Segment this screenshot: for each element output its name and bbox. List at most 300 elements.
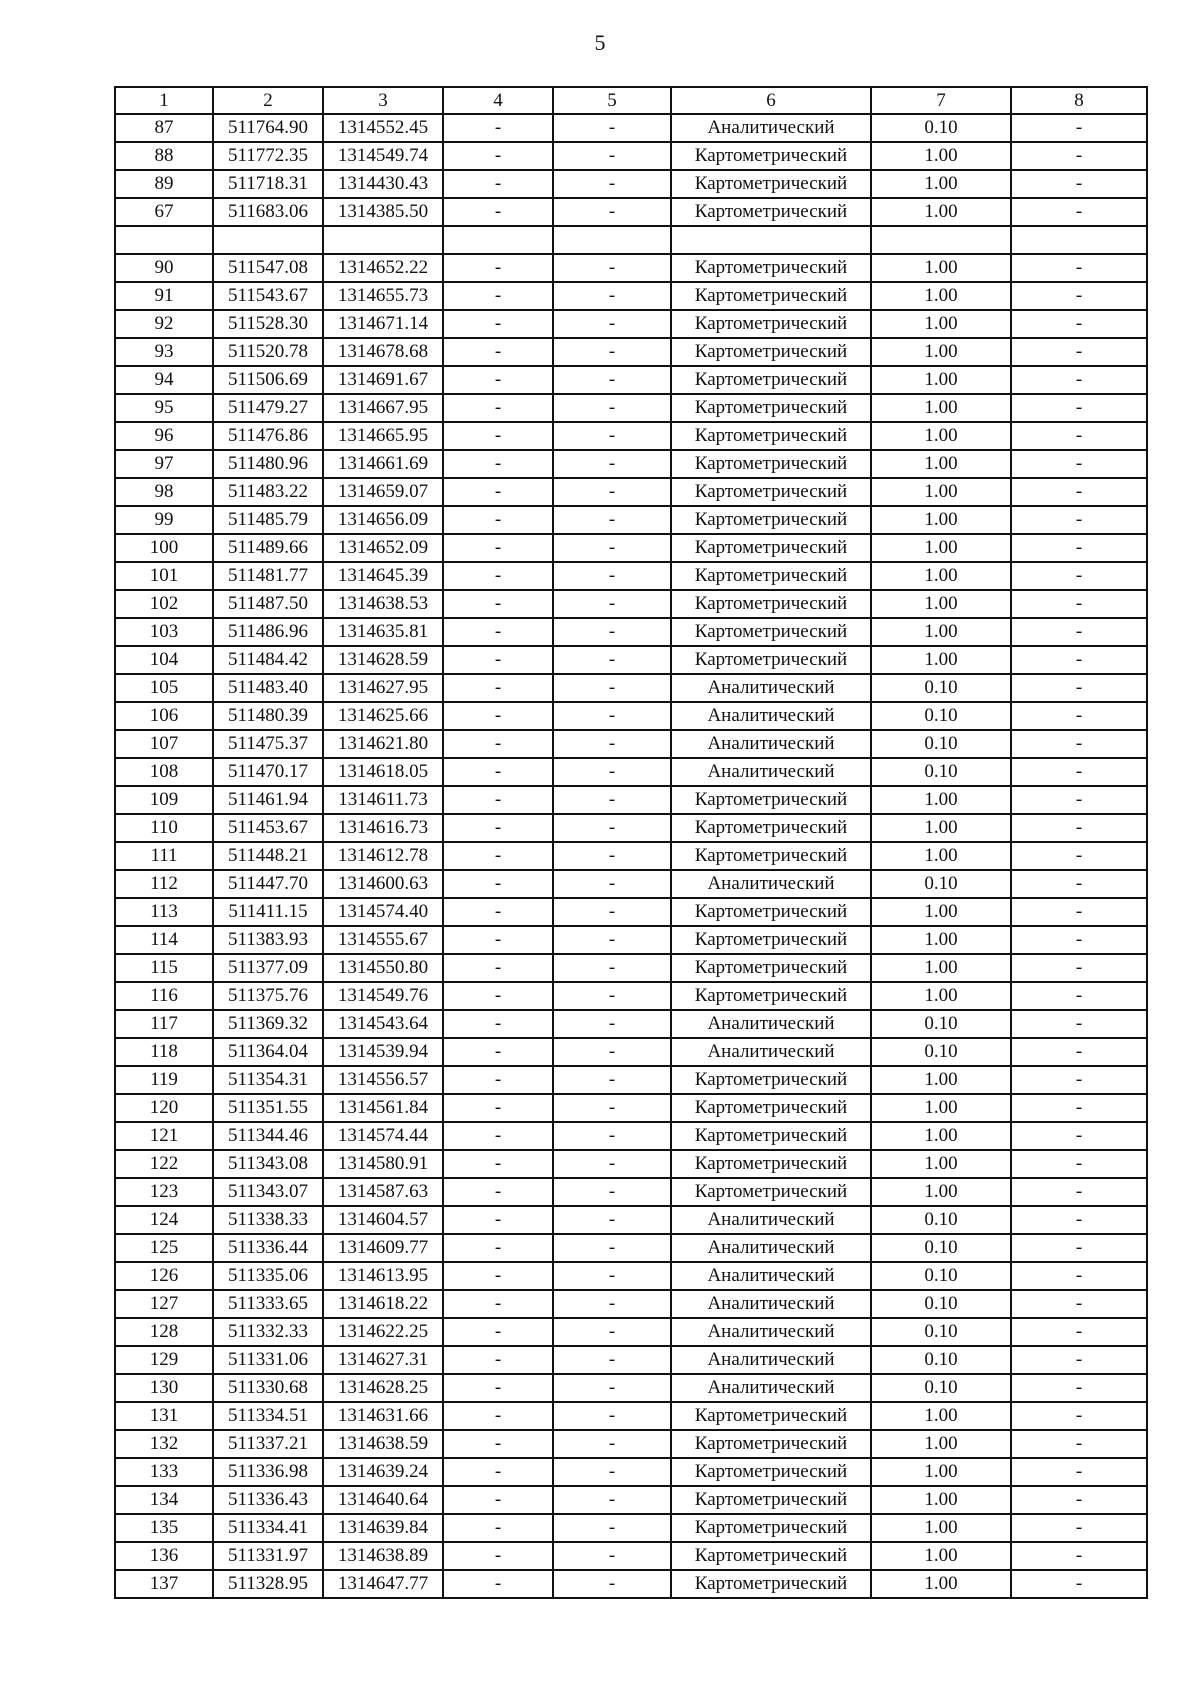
point-number-cell: 101 [115, 562, 213, 590]
x-coordinate-cell: 511480.39 [213, 702, 323, 730]
col8-cell: - [1011, 702, 1147, 730]
col4-cell: - [443, 646, 553, 674]
col5-cell: - [553, 478, 671, 506]
method-cell: Картометрический [671, 1066, 871, 1094]
table-row [115, 618, 1147, 646]
accuracy-cell: 1.00 [871, 1542, 1011, 1570]
method-cell: Картометрический [671, 1402, 871, 1430]
method-cell: Картометрический [671, 618, 871, 646]
y-coordinate-cell: 1314640.64 [323, 1486, 443, 1514]
y-coordinate-cell: 1314561.84 [323, 1094, 443, 1122]
col4-cell: - [443, 730, 553, 758]
col4-cell: - [443, 926, 553, 954]
point-number-cell: 110 [115, 814, 213, 842]
method-cell: Картометрический [671, 982, 871, 1010]
table-row [115, 1038, 1147, 1066]
y-coordinate-cell: 1314539.94 [323, 1038, 443, 1066]
method-cell: Аналитический [671, 1290, 871, 1318]
col8-cell [1011, 226, 1147, 254]
column-header-4: 4 [443, 87, 553, 114]
y-coordinate-cell: 1314652.22 [323, 254, 443, 282]
col8-cell: - [1011, 1206, 1147, 1234]
point-number-cell: 100 [115, 534, 213, 562]
point-number-cell: 95 [115, 394, 213, 422]
col8-cell: - [1011, 310, 1147, 338]
point-number-cell: 130 [115, 1374, 213, 1402]
point-number-cell: 89 [115, 170, 213, 198]
col4-cell: - [443, 1010, 553, 1038]
col5-cell: - [553, 506, 671, 534]
y-coordinate-cell: 1314621.80 [323, 730, 443, 758]
y-coordinate-cell [323, 226, 443, 254]
method-cell: Картометрический [671, 338, 871, 366]
col4-cell: - [443, 198, 553, 226]
accuracy-cell: 0.10 [871, 1290, 1011, 1318]
point-number-cell: 132 [115, 1430, 213, 1458]
table-row [115, 1318, 1147, 1346]
col8-cell: - [1011, 1010, 1147, 1038]
accuracy-cell: 0.10 [871, 1038, 1011, 1066]
x-coordinate-cell: 511683.06 [213, 198, 323, 226]
table-row [115, 254, 1147, 282]
col4-cell [443, 226, 553, 254]
accuracy-cell: 0.10 [871, 114, 1011, 142]
point-number-cell: 105 [115, 674, 213, 702]
table-row [115, 1010, 1147, 1038]
method-cell: Аналитический [671, 1010, 871, 1038]
x-coordinate-cell: 511448.21 [213, 842, 323, 870]
col5-cell: - [553, 1374, 671, 1402]
col8-cell: - [1011, 1486, 1147, 1514]
col4-cell: - [443, 142, 553, 170]
y-coordinate-cell: 1314611.73 [323, 786, 443, 814]
table-row [115, 1122, 1147, 1150]
table-row [115, 954, 1147, 982]
method-cell: Картометрический [671, 450, 871, 478]
col5-cell: - [553, 646, 671, 674]
col5-cell: - [553, 618, 671, 646]
point-number-cell: 115 [115, 954, 213, 982]
x-coordinate-cell: 511772.35 [213, 142, 323, 170]
y-coordinate-cell: 1314655.73 [323, 282, 443, 310]
x-coordinate-cell: 511333.65 [213, 1290, 323, 1318]
accuracy-cell: 1.00 [871, 1486, 1011, 1514]
accuracy-cell: 1.00 [871, 786, 1011, 814]
col8-cell: - [1011, 366, 1147, 394]
col5-cell: - [553, 954, 671, 982]
accuracy-cell: 1.00 [871, 1094, 1011, 1122]
y-coordinate-cell: 1314665.95 [323, 422, 443, 450]
x-coordinate-cell: 511483.22 [213, 478, 323, 506]
y-coordinate-cell: 1314543.64 [323, 1010, 443, 1038]
y-coordinate-cell: 1314580.91 [323, 1150, 443, 1178]
accuracy-cell: 1.00 [871, 1402, 1011, 1430]
table-row [115, 1542, 1147, 1570]
col4-cell: - [443, 1486, 553, 1514]
accuracy-cell: 1.00 [871, 590, 1011, 618]
method-cell: Картометрический [671, 1150, 871, 1178]
point-number-cell: 125 [115, 1234, 213, 1262]
col5-cell: - [553, 1206, 671, 1234]
col8-cell: - [1011, 282, 1147, 310]
accuracy-cell: 1.00 [871, 1430, 1011, 1458]
col5-cell: - [553, 1346, 671, 1374]
y-coordinate-cell: 1314549.76 [323, 982, 443, 1010]
y-coordinate-cell: 1314678.68 [323, 338, 443, 366]
col8-cell: - [1011, 170, 1147, 198]
col4-cell: - [443, 1430, 553, 1458]
col4-cell: - [443, 282, 553, 310]
x-coordinate-cell: 511336.98 [213, 1458, 323, 1486]
col5-cell: - [553, 450, 671, 478]
col5-cell: - [553, 590, 671, 618]
col8-cell: - [1011, 1178, 1147, 1206]
col5-cell: - [553, 1486, 671, 1514]
x-coordinate-cell: 511364.04 [213, 1038, 323, 1066]
point-number-cell: 120 [115, 1094, 213, 1122]
x-coordinate-cell: 511411.15 [213, 898, 323, 926]
y-coordinate-cell: 1314613.95 [323, 1262, 443, 1290]
col8-cell: - [1011, 786, 1147, 814]
accuracy-cell: 1.00 [871, 338, 1011, 366]
table-row [115, 114, 1147, 142]
accuracy-cell: 1.00 [871, 898, 1011, 926]
table-row [115, 674, 1147, 702]
y-coordinate-cell: 1314574.40 [323, 898, 443, 926]
point-number-cell: 133 [115, 1458, 213, 1486]
accuracy-cell: 1.00 [871, 254, 1011, 282]
accuracy-cell: 0.10 [871, 702, 1011, 730]
table-row [115, 1178, 1147, 1206]
method-cell: Картометрический [671, 170, 871, 198]
y-coordinate-cell: 1314652.09 [323, 534, 443, 562]
col8-cell: - [1011, 842, 1147, 870]
point-number-cell: 113 [115, 898, 213, 926]
method-cell [671, 226, 871, 254]
y-coordinate-cell: 1314628.59 [323, 646, 443, 674]
table-row [115, 1094, 1147, 1122]
col5-cell: - [553, 338, 671, 366]
col8-cell: - [1011, 1514, 1147, 1542]
col4-cell: - [443, 1206, 553, 1234]
col8-cell: - [1011, 1542, 1147, 1570]
col5-cell [553, 226, 671, 254]
accuracy-cell [871, 226, 1011, 254]
y-coordinate-cell: 1314612.78 [323, 842, 443, 870]
col4-cell: - [443, 338, 553, 366]
table-row [115, 926, 1147, 954]
col4-cell: - [443, 1514, 553, 1542]
col8-cell: - [1011, 506, 1147, 534]
col8-cell: - [1011, 1122, 1147, 1150]
point-number-cell: 67 [115, 198, 213, 226]
col5-cell: - [553, 282, 671, 310]
y-coordinate-cell: 1314638.59 [323, 1430, 443, 1458]
point-number-cell: 102 [115, 590, 213, 618]
col8-cell: - [1011, 1262, 1147, 1290]
col8-cell: - [1011, 814, 1147, 842]
point-number-cell: 88 [115, 142, 213, 170]
col4-cell: - [443, 450, 553, 478]
col8-cell: - [1011, 1458, 1147, 1486]
method-cell: Аналитический [671, 1234, 871, 1262]
y-coordinate-cell: 1314622.25 [323, 1318, 443, 1346]
col8-cell: - [1011, 254, 1147, 282]
col4-cell: - [443, 562, 553, 590]
accuracy-cell: 0.10 [871, 870, 1011, 898]
accuracy-cell: 0.10 [871, 1234, 1011, 1262]
point-number-cell: 93 [115, 338, 213, 366]
col4-cell: - [443, 842, 553, 870]
x-coordinate-cell: 511343.07 [213, 1178, 323, 1206]
table-row [115, 646, 1147, 674]
table-row [115, 1458, 1147, 1486]
point-number-cell: 114 [115, 926, 213, 954]
method-cell: Аналитический [671, 1346, 871, 1374]
y-coordinate-cell: 1314627.95 [323, 674, 443, 702]
col5-cell: - [553, 1094, 671, 1122]
col5-cell: - [553, 198, 671, 226]
col5-cell: - [553, 142, 671, 170]
x-coordinate-cell: 511328.95 [213, 1570, 323, 1598]
y-coordinate-cell: 1314600.63 [323, 870, 443, 898]
method-cell: Картометрический [671, 1094, 871, 1122]
table-row [115, 478, 1147, 506]
col5-cell: - [553, 1318, 671, 1346]
col8-cell: - [1011, 1402, 1147, 1430]
point-number-cell: 131 [115, 1402, 213, 1430]
accuracy-cell: 1.00 [871, 506, 1011, 534]
col5-cell: - [553, 842, 671, 870]
table-row [115, 982, 1147, 1010]
col8-cell: - [1011, 1570, 1147, 1598]
accuracy-cell: 1.00 [871, 170, 1011, 198]
x-coordinate-cell: 511343.08 [213, 1150, 323, 1178]
point-number-cell: 129 [115, 1346, 213, 1374]
accuracy-cell: 0.10 [871, 730, 1011, 758]
x-coordinate-cell: 511485.79 [213, 506, 323, 534]
col4-cell: - [443, 898, 553, 926]
col4-cell: - [443, 310, 553, 338]
col8-cell: - [1011, 646, 1147, 674]
point-number-cell: 92 [115, 310, 213, 338]
y-coordinate-cell: 1314671.14 [323, 310, 443, 338]
col5-cell: - [553, 758, 671, 786]
table-row [115, 1206, 1147, 1234]
col8-cell: - [1011, 982, 1147, 1010]
col5-cell: - [553, 898, 671, 926]
accuracy-cell: 1.00 [871, 282, 1011, 310]
col5-cell: - [553, 394, 671, 422]
x-coordinate-cell: 511351.55 [213, 1094, 323, 1122]
column-header-8: 8 [1011, 87, 1147, 114]
method-cell: Картометрический [671, 366, 871, 394]
x-coordinate-cell: 511335.06 [213, 1262, 323, 1290]
point-number-cell: 116 [115, 982, 213, 1010]
accuracy-cell: 0.10 [871, 1318, 1011, 1346]
x-coordinate-cell: 511447.70 [213, 870, 323, 898]
x-coordinate-cell: 511486.96 [213, 618, 323, 646]
col4-cell: - [443, 786, 553, 814]
col4-cell: - [443, 1318, 553, 1346]
point-number-cell: 112 [115, 870, 213, 898]
point-number-cell: 136 [115, 1542, 213, 1570]
col8-cell: - [1011, 1318, 1147, 1346]
col8-cell: - [1011, 870, 1147, 898]
y-coordinate-cell: 1314555.67 [323, 926, 443, 954]
method-cell: Аналитический [671, 1262, 871, 1290]
accuracy-cell: 0.10 [871, 1262, 1011, 1290]
col4-cell: - [443, 618, 553, 646]
accuracy-cell: 1.00 [871, 1066, 1011, 1094]
table-row [115, 422, 1147, 450]
col5-cell: - [553, 1178, 671, 1206]
y-coordinate-cell: 1314656.09 [323, 506, 443, 534]
x-coordinate-cell: 511506.69 [213, 366, 323, 394]
x-coordinate-cell: 511470.17 [213, 758, 323, 786]
col4-cell: - [443, 1290, 553, 1318]
x-coordinate-cell: 511475.37 [213, 730, 323, 758]
col5-cell: - [553, 814, 671, 842]
accuracy-cell: 0.10 [871, 1346, 1011, 1374]
y-coordinate-cell: 1314628.25 [323, 1374, 443, 1402]
col8-cell: - [1011, 898, 1147, 926]
accuracy-cell: 1.00 [871, 926, 1011, 954]
method-cell: Картометрический [671, 1430, 871, 1458]
col5-cell: - [553, 534, 671, 562]
table-row [115, 1486, 1147, 1514]
x-coordinate-cell: 511332.33 [213, 1318, 323, 1346]
y-coordinate-cell: 1314638.89 [323, 1542, 443, 1570]
col8-cell: - [1011, 478, 1147, 506]
method-cell: Картометрический [671, 422, 871, 450]
method-cell: Картометрический [671, 954, 871, 982]
y-coordinate-cell: 1314574.44 [323, 1122, 443, 1150]
point-number-cell: 122 [115, 1150, 213, 1178]
method-cell: Аналитический [671, 1038, 871, 1066]
x-coordinate-cell: 511476.86 [213, 422, 323, 450]
col8-cell: - [1011, 198, 1147, 226]
point-number-cell [115, 226, 213, 254]
method-cell: Картометрический [671, 1514, 871, 1542]
table-row [115, 310, 1147, 338]
col4-cell: - [443, 758, 553, 786]
col8-cell: - [1011, 926, 1147, 954]
point-number-cell: 97 [115, 450, 213, 478]
point-number-cell: 123 [115, 1178, 213, 1206]
y-coordinate-cell: 1314639.24 [323, 1458, 443, 1486]
col4-cell: - [443, 814, 553, 842]
x-coordinate-cell: 511520.78 [213, 338, 323, 366]
col4-cell: - [443, 366, 553, 394]
method-cell: Картометрический [671, 310, 871, 338]
accuracy-cell: 1.00 [871, 1178, 1011, 1206]
x-coordinate-cell: 511334.51 [213, 1402, 323, 1430]
col4-cell: - [443, 478, 553, 506]
method-cell: Картометрический [671, 142, 871, 170]
x-coordinate-cell: 511336.44 [213, 1234, 323, 1262]
method-cell: Картометрический [671, 1486, 871, 1514]
col8-cell: - [1011, 1150, 1147, 1178]
col8-cell: - [1011, 1038, 1147, 1066]
col4-cell: - [443, 114, 553, 142]
col4-cell: - [443, 1178, 553, 1206]
col4-cell: - [443, 394, 553, 422]
accuracy-cell: 1.00 [871, 814, 1011, 842]
point-number-cell: 134 [115, 1486, 213, 1514]
table-row [115, 1066, 1147, 1094]
table-header-row [115, 87, 1147, 114]
method-cell: Аналитический [671, 114, 871, 142]
y-coordinate-cell: 1314556.57 [323, 1066, 443, 1094]
col4-cell: - [443, 702, 553, 730]
x-coordinate-cell: 511764.90 [213, 114, 323, 142]
table-row [115, 1262, 1147, 1290]
method-cell: Картометрический [671, 898, 871, 926]
method-cell: Картометрический [671, 1178, 871, 1206]
point-number-cell: 107 [115, 730, 213, 758]
method-cell: Картометрический [671, 254, 871, 282]
accuracy-cell: 1.00 [871, 394, 1011, 422]
x-coordinate-cell: 511461.94 [213, 786, 323, 814]
y-coordinate-cell: 1314587.63 [323, 1178, 443, 1206]
x-coordinate-cell: 511528.30 [213, 310, 323, 338]
accuracy-cell: 1.00 [871, 1458, 1011, 1486]
col5-cell: - [553, 1038, 671, 1066]
table-row [115, 170, 1147, 198]
table-row [115, 562, 1147, 590]
x-coordinate-cell: 511354.31 [213, 1066, 323, 1094]
col4-cell: - [443, 674, 553, 702]
point-number-cell: 98 [115, 478, 213, 506]
page-number: 5 [594, 30, 606, 55]
col5-cell: - [553, 1402, 671, 1430]
point-number-cell: 104 [115, 646, 213, 674]
y-coordinate-cell: 1314604.57 [323, 1206, 443, 1234]
col4-cell: - [443, 1066, 553, 1094]
y-coordinate-cell: 1314638.53 [323, 590, 443, 618]
table-row [115, 898, 1147, 926]
col5-cell: - [553, 366, 671, 394]
col4-cell: - [443, 1374, 553, 1402]
col4-cell: - [443, 1234, 553, 1262]
col4-cell: - [443, 1150, 553, 1178]
col5-cell: - [553, 1430, 671, 1458]
accuracy-cell: 1.00 [871, 478, 1011, 506]
table-row [115, 1346, 1147, 1374]
x-coordinate-cell: 511480.96 [213, 450, 323, 478]
x-coordinate-cell: 511331.97 [213, 1542, 323, 1570]
col5-cell: - [553, 114, 671, 142]
col4-cell: - [443, 534, 553, 562]
table-row [115, 730, 1147, 758]
accuracy-cell: 1.00 [871, 646, 1011, 674]
col5-cell: - [553, 1290, 671, 1318]
accuracy-cell: 1.00 [871, 1570, 1011, 1598]
x-coordinate-cell: 511487.50 [213, 590, 323, 618]
table-row [115, 1150, 1147, 1178]
col8-cell: - [1011, 1374, 1147, 1402]
accuracy-cell: 1.00 [871, 1122, 1011, 1150]
column-header-5: 5 [553, 87, 671, 114]
col4-cell: - [443, 870, 553, 898]
col5-cell: - [553, 1262, 671, 1290]
col4-cell: - [443, 506, 553, 534]
col8-cell: - [1011, 1346, 1147, 1374]
point-number-cell: 121 [115, 1122, 213, 1150]
col5-cell: - [553, 1458, 671, 1486]
x-coordinate-cell: 511484.42 [213, 646, 323, 674]
